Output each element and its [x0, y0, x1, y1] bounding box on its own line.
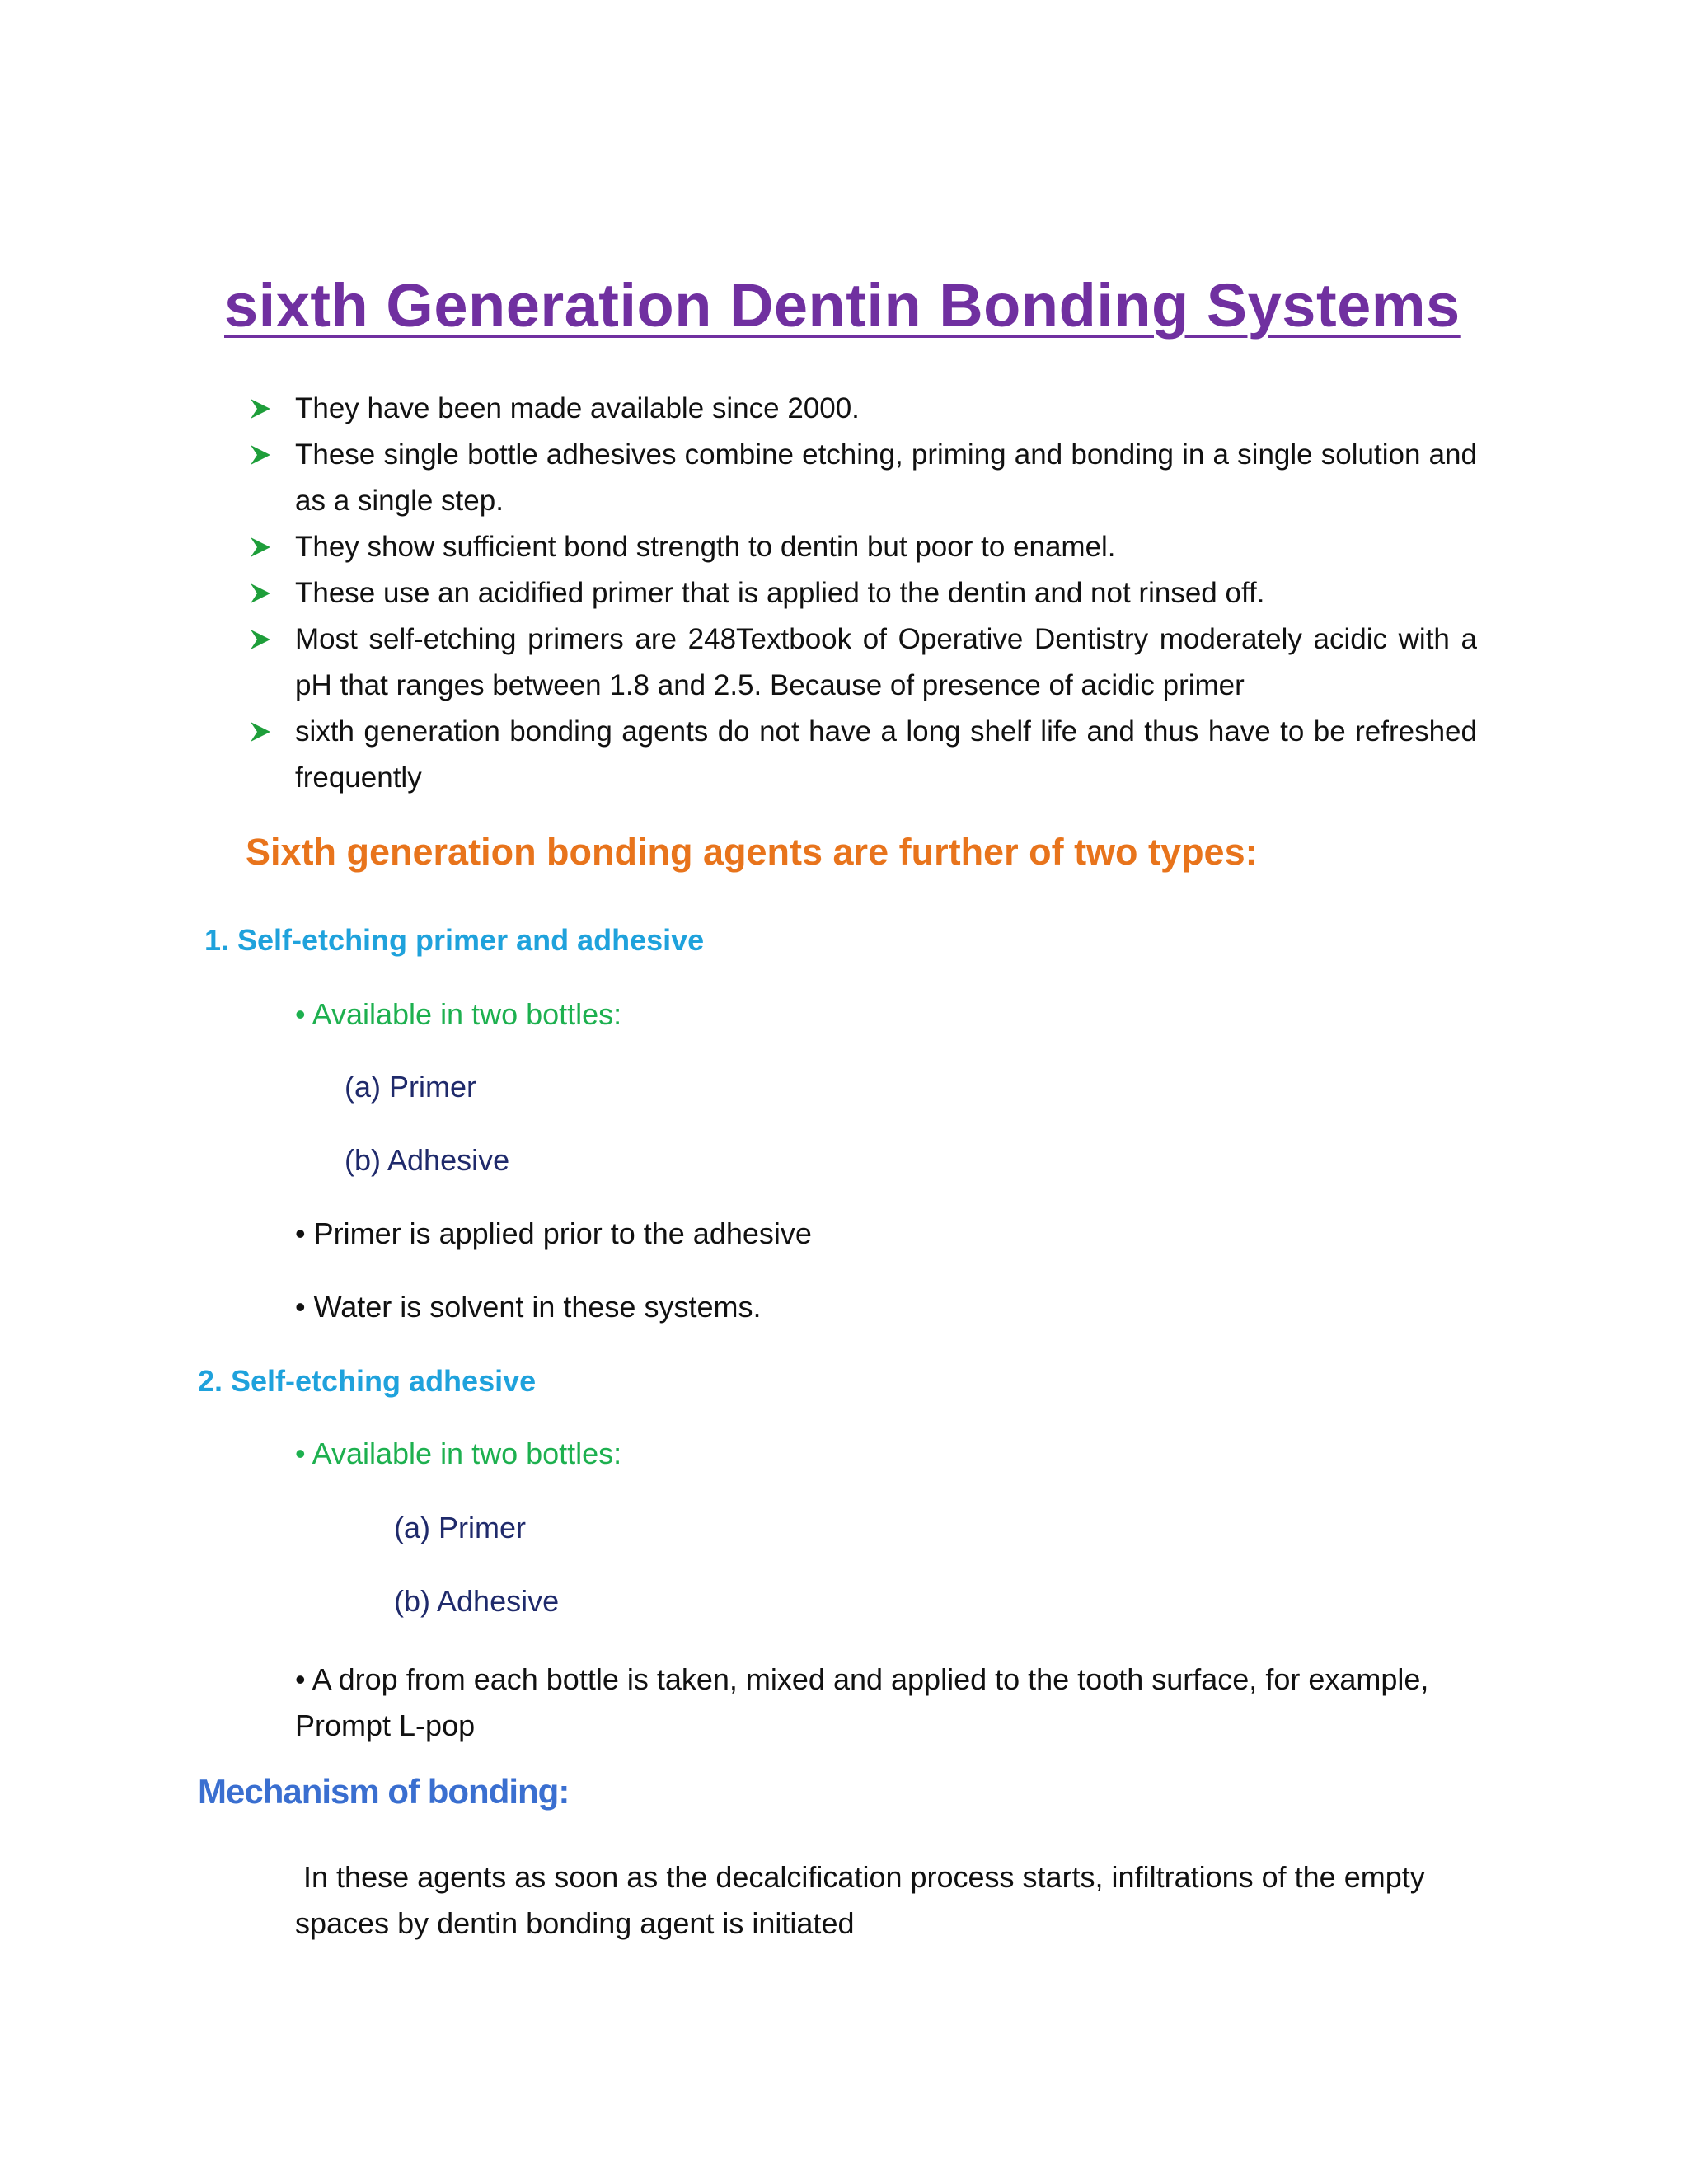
bullet-item [249, 524, 1477, 570]
bullet-item [249, 616, 1477, 709]
bullet-text: Most self-etching primers are 248Textbook of Operative Dentistry moderately acidic with a pH that ranges between 1.8 and 2.5. Because of presence of acidic primer [295, 623, 1477, 701]
arrow-bullet-icon [249, 616, 274, 663]
arrow-bullet-icon [249, 432, 274, 478]
type1-heading: 1. Self-etching primer and adhesive [204, 923, 705, 957]
mechanism-text: In these agents as soon as the decalcification process starts, infiltrations of the empty spaces by dentin bonding agent is initiated [295, 1860, 1433, 1940]
type2-available: • Available in two bottles: [295, 1436, 622, 1470]
arrow-bullet-icon [249, 386, 274, 432]
bullet-text: These single bottle adhesives combine etching, priming and bonding in a single solution and as a single step. [295, 438, 1477, 517]
type1-note-1: • Primer is applied prior to the adhesive [295, 1216, 812, 1250]
type1-available: • Available in two bottles: [295, 997, 622, 1031]
type2-item-b: (b) Adhesive [394, 1584, 560, 1618]
bullet-text: sixth generation bonding agents do not have a long shelf life and thus have to be refreshed frequently [295, 715, 1477, 794]
arrow-bullet-icon [249, 524, 274, 570]
bullet-item [249, 709, 1477, 801]
arrow-bullet-icon [249, 709, 274, 755]
type2-item-a: (a) Primer [394, 1511, 526, 1544]
type2-note: • A drop from each bottle is taken, mixed and applied to the tooth surface, for example, Prompt L-pop [295, 1662, 1429, 1742]
mechanism-heading: Mechanism of bonding: [198, 1772, 570, 1811]
arrow-bullet-icon [249, 570, 274, 616]
page-title: sixth Generation Dentin Bonding Systems [224, 271, 1461, 340]
types-heading: Sixth generation bonding agents are further of two types: [246, 831, 1258, 873]
bullet-text: They show sufficient bond strength to dentin but poor to enamel. [295, 531, 1116, 563]
bullet-item [249, 432, 1477, 524]
type2-heading: 2. Self-etching adhesive [198, 1364, 537, 1398]
bullet-item [249, 386, 1477, 432]
type1-item-a: (a) Primer [345, 1070, 476, 1104]
type1-note-2: • Water is solvent in these systems. [295, 1290, 762, 1324]
type1-item-b: (b) Adhesive [345, 1143, 510, 1177]
bullet-text: These use an acidified primer that is applied to the dentin and not rinsed off. [295, 577, 1265, 609]
bullet-text: They have been made available since 2000. [295, 392, 860, 424]
bullet-item [249, 570, 1477, 616]
